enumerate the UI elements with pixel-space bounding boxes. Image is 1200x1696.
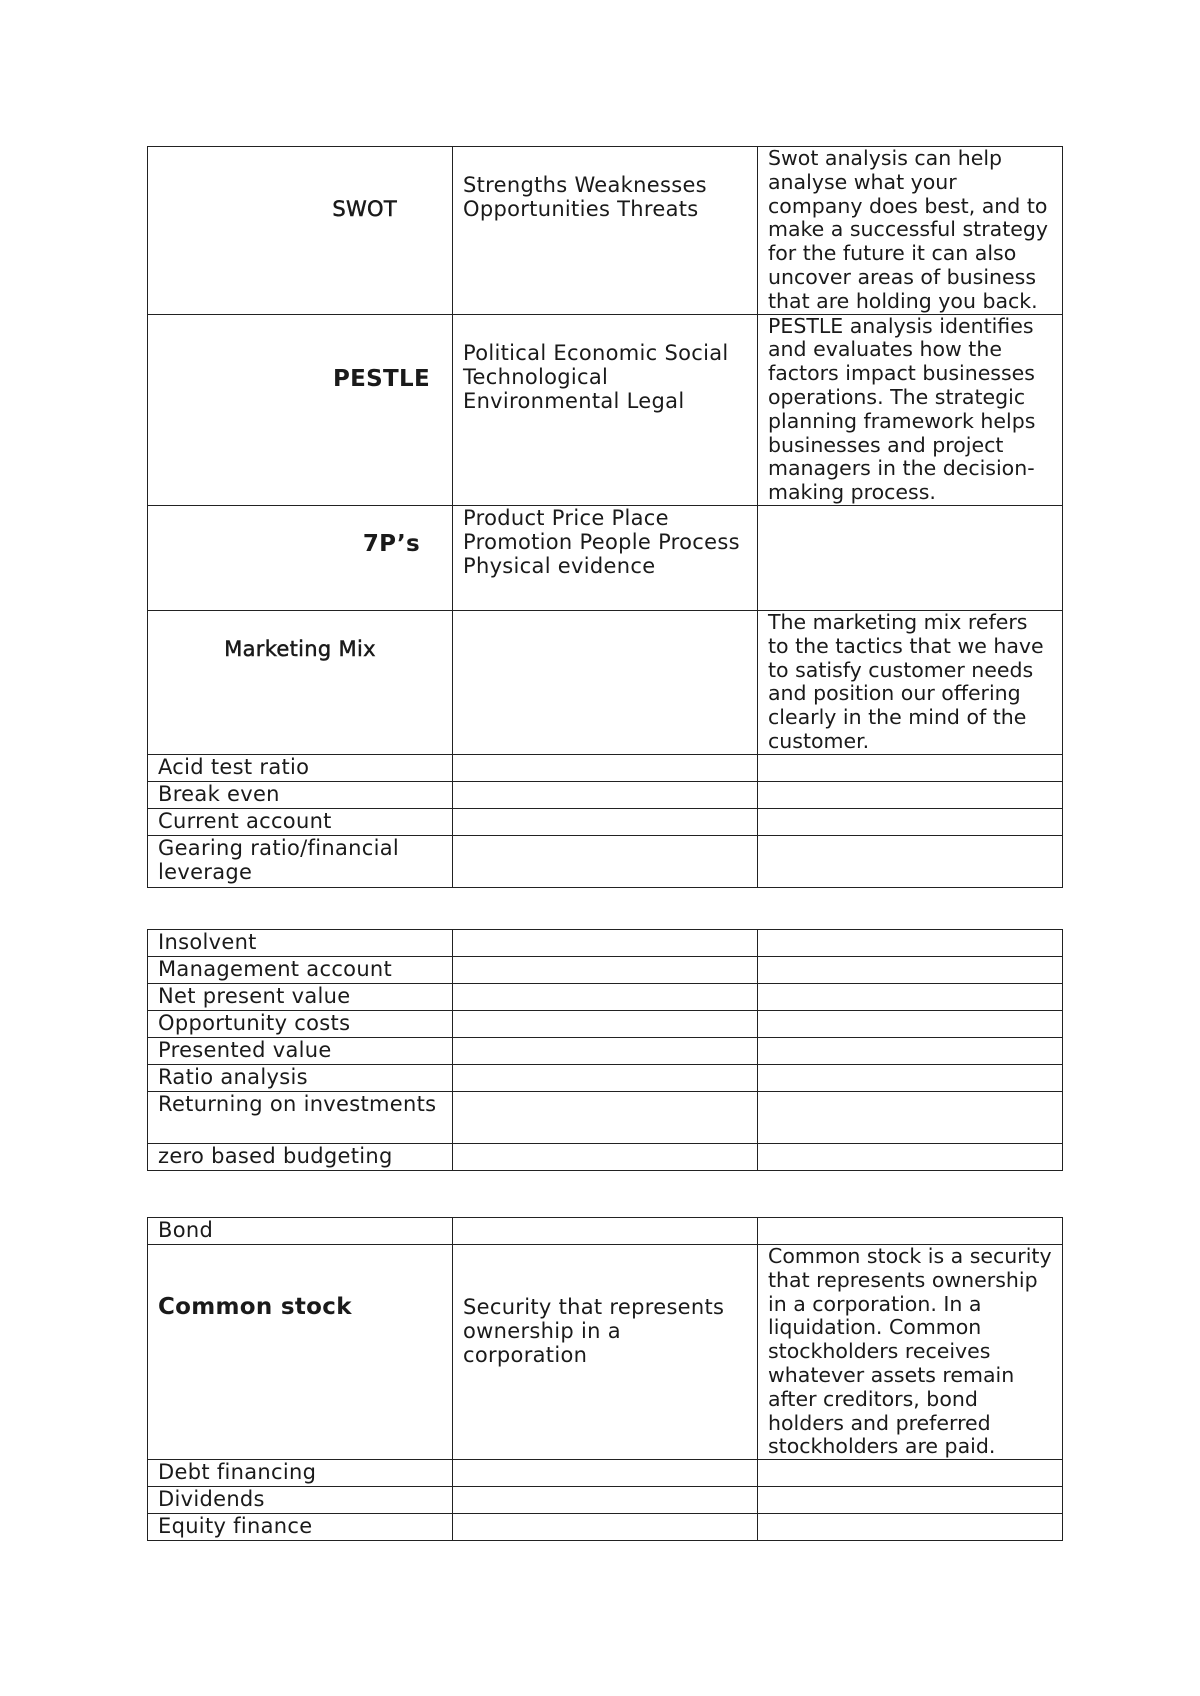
- table-row: [148, 808, 1063, 835]
- components-cell: Strengths Weaknesses Opportunities Threats: [453, 147, 758, 315]
- table-row: [148, 147, 1063, 315]
- term-cell: Insolvent: [148, 930, 453, 957]
- term-cell: Presented value: [148, 1038, 453, 1065]
- term-cell: Gearing ratio/financial leverage: [148, 835, 453, 887]
- term-cell: zero based budgeting: [148, 1144, 453, 1171]
- term-cell: Acid test ratio: [148, 754, 453, 781]
- term-cell: Dividends: [148, 1487, 453, 1514]
- table-row: [148, 1218, 1063, 1245]
- term-cell: Net present value: [148, 984, 453, 1011]
- description-cell: The marketing mix refers to the tactics that we have to satisfy customer needs and position our offering clearly in the mind of the customer.: [758, 610, 1063, 754]
- table-row: [148, 930, 1063, 957]
- table-row: [148, 835, 1063, 887]
- term-cell: Common stock: [148, 1245, 453, 1460]
- table-row: [148, 754, 1063, 781]
- term-cell: Ratio analysis: [148, 1065, 453, 1092]
- table-row: [148, 1245, 1063, 1460]
- description-cell: PESTLE analysis identifies and evaluates how the factors impact businesses operations. The strategic planning framework helps businesses and project managers in the decision-making process.: [758, 314, 1063, 505]
- terms-table-2: [147, 929, 1063, 1171]
- terms-table-3: [147, 1217, 1063, 1541]
- table-row: [148, 505, 1063, 610]
- table-row: [148, 1514, 1063, 1541]
- table-row: [148, 781, 1063, 808]
- table-row: [148, 1011, 1063, 1038]
- term-cell: PESTLE: [148, 314, 453, 505]
- term-cell: Returning on investments: [148, 1092, 453, 1144]
- table-row: [148, 314, 1063, 505]
- components-cell: [453, 610, 758, 754]
- terms-table-1: [147, 146, 1063, 888]
- table-row: [148, 1092, 1063, 1144]
- table-row: [148, 1144, 1063, 1171]
- term-cell: Marketing Mix: [148, 610, 453, 754]
- components-cell: Security that represents ownership in a corporation: [453, 1245, 758, 1460]
- term-cell: 7P’s: [148, 505, 453, 610]
- term-cell: Current account: [148, 808, 453, 835]
- components-cell: Product Price Place Promotion People Process Physical evidence: [453, 505, 758, 610]
- table-row: [148, 1460, 1063, 1487]
- table-row: [148, 1487, 1063, 1514]
- description-cell: Common stock is a security that represents ownership in a corporation. In a liquidation. Common stockholders receives whatever assets remain after creditors, bond holders and preferred stockholders are paid.: [758, 1245, 1063, 1460]
- term-cell: Management account: [148, 957, 453, 984]
- description-cell: [758, 505, 1063, 610]
- table-row: [148, 984, 1063, 1011]
- term-cell: Equity finance: [148, 1514, 453, 1541]
- table-row: [148, 957, 1063, 984]
- table-row: [148, 610, 1063, 754]
- term-cell: Debt financing: [148, 1460, 453, 1487]
- term-cell: Break even: [148, 781, 453, 808]
- term-cell: Opportunity costs: [148, 1011, 453, 1038]
- term-cell: Bond: [148, 1218, 453, 1245]
- term-cell: SWOT: [148, 147, 453, 315]
- table-row: [148, 1065, 1063, 1092]
- description-cell: Swot analysis can help analyse what your company does best, and to make a successful strategy for the future it can also uncover areas of business that are holding you back.: [758, 147, 1063, 315]
- table-row: [148, 1038, 1063, 1065]
- components-cell: Political Economic Social Technological Environmental Legal: [453, 314, 758, 505]
